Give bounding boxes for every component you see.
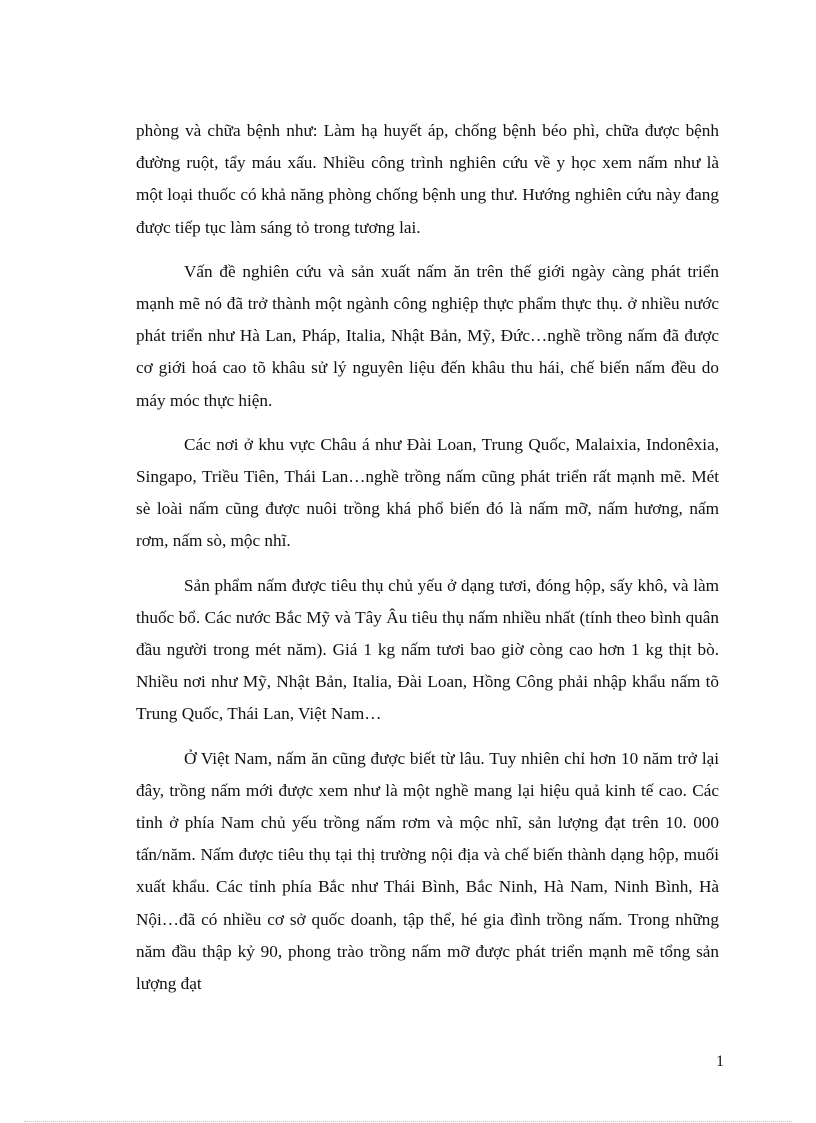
paragraph-asia: Các nơi ở khu vực Châu á như Đài Loan, Trung Quốc, Malaixia, Indonêxia, Singapo, Triều Tiên, Thái Lan…nghề trồng nấm cũng phát triển rất mạnh mẽ. Mét sè loài nấm cũng được nuôi trồng khá phổ biến đó là nấm mỡ, nấm hương, nấm rơm, nấm sò, mộc nhĩ. (136, 434, 719, 551)
paragraph-continuation: phòng và chữa bệnh như: Làm hạ huyết áp, chống bệnh béo phì, chữa được bệnh đường ruột, tẩy máu xấu. Nhiều công trình nghiên cứu về y học xem nấm như là một loại thuốc có khả năng phòng chống bệnh ung thư. Hướng nghiên cứu này đang được tiếp tục làm sáng tỏ trong tương lai. (136, 121, 719, 237)
page-number: 1 (716, 1053, 724, 1070)
paragraph-consumption: Sản phẩm nấm được tiêu thụ chủ yếu ở dạng tươi, đóng hộp, sấy khô, và làm thuốc bổ. Các nước Bắc Mỹ và Tây Âu tiêu thụ nấm nhiều nhất (tính theo bình quân đầu người trong mét năm). Giá 1 kg nấm tươi bao giờ còng cao hơn 1 kg thịt bò. Nhiều nơi như Mỹ, Nhật Bản, Italia, Đài Loan, Hồng Công phải nhập khẩu nấm tõ Trung Quốc, Thái Lan, Việt Nam… (136, 575, 719, 724)
paragraph-world-production: Vấn đề nghiên cứu và sản xuất nấm ăn trên thế giới ngày càng phát triển mạnh mẽ nó đã trở thành một ngành công nghiệp thực phẩm thực thụ. ở nhiều nước phát triển như Hà Lan, Pháp, Italia, Nhật Bản, Mỹ, Đức…nghề trồng nấm đã được cơ giới hoá cao tõ khâu sử lý nguyên liệu đến khâu thu hái, chế biến nấm đều do máy móc thực hiện. (136, 261, 719, 410)
body-text (136, 115, 719, 1012)
paragraph-vietnam: Ở Việt Nam, nấm ăn cũng được biết từ lâu. Tuy nhiên chỉ hơn 10 năm trở lại đây, trồng nấm mới được xem như là một nghề mang lại hiệu quả kinh tế cao. Các tỉnh ở phía Nam chủ yếu trồng nấm rơm và mộc nhĩ, sản lượng đạt trên 10. 000 tấn/năm. Nấm được tiêu thụ tại thị trường nội địa và chế biến thành dạng hộp, muối xuất khẩu. Các tỉnh phía Bắc như Thái Bình, Bắc Ninh, Hà Nam, Ninh Bình, Hà Nội…đã có nhiều cơ sở quốc doanh, tập thể, hé gia đình trồng nấm. Trong những năm đầu thập kỷ 90, phong trào trồng nấm mỡ được phát triển mạnh mẽ tổng sản lượng đạt (136, 748, 719, 994)
page-edge-divider (24, 1121, 792, 1122)
